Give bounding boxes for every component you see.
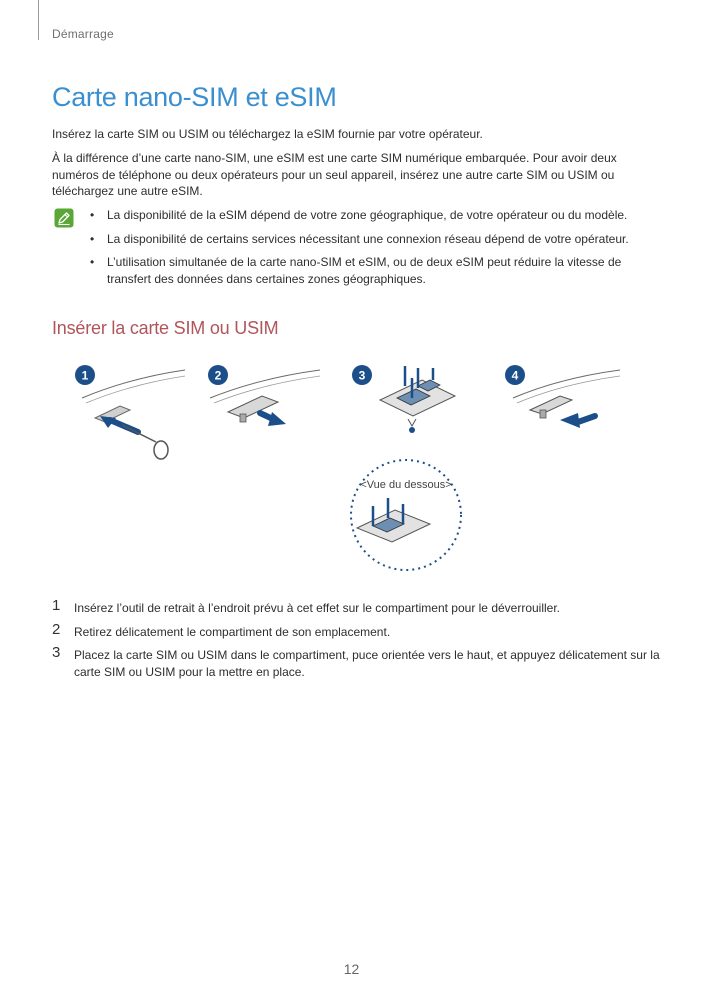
header-rule — [38, 0, 39, 40]
step-4-illustration — [505, 365, 620, 428]
step-badge-1-label: 1 — [81, 368, 89, 383]
sim-tray — [530, 396, 572, 414]
intro-paragraph-2: À la différence d’une carte nano-SIM, une eSIM est une carte SIM numérique embarquée. Pour avoir deux numéros de téléphone ou deux opérateurs pour un seul appareil, insérez une autre carte SIM ou USIM ou téléchargez une autre eSIM. — [52, 151, 617, 198]
instruction-step — [52, 620, 672, 641]
step-text: Insérez l’outil de retrait à l’endroit prévu à cet effet sur le compartiment pour le déverrouiller. — [74, 601, 561, 615]
instruction-step — [52, 644, 672, 680]
instruction-step — [52, 597, 672, 617]
step-number: 3 — [52, 644, 61, 661]
pencil-note-icon — [54, 208, 74, 228]
step-badge-4-label: 4 — [511, 368, 519, 383]
step-1-illustration — [75, 365, 185, 459]
instruction-steps — [52, 597, 672, 687]
note-item: • La disponibilité de certains services nécessitant une connexion réseau dépend de votre opérateur. — [90, 231, 660, 248]
step-badge-2-label: 2 — [214, 368, 222, 383]
section-label: Démarrage — [52, 27, 114, 41]
step-text: Placez la carte SIM ou USIM dans le compartiment, puce orientée vers le haut, et appuyez délicatement sur la carte SIM ou USIM pour la mettre en place. — [74, 648, 660, 679]
bottom-view-detail — [351, 460, 461, 570]
intro-paragraph-1: Insérez la carte SIM ou USIM ou téléchargez la eSIM fournie par votre opérateur. — [52, 127, 483, 141]
note-list — [90, 207, 660, 294]
sim-insertion-illustration — [60, 358, 660, 583]
page-number: 12 — [343, 961, 360, 977]
step-badge-3-label: 3 — [358, 368, 366, 383]
step-2-illustration — [208, 365, 320, 426]
insert-arrow-icon — [578, 416, 595, 422]
note-item: • La disponibilité de la eSIM dépend de votre zone géographique, de votre opérateur ou du modèle. — [90, 207, 660, 224]
step-text: Retirez délicatement le compartiment de son emplacement. — [74, 624, 391, 639]
note-item: • L’utilisation simultanée de la carte nano-SIM et eSIM, ou de deux eSIM peut réduire la vitesse de transfert des données dans certaines zones géographiques. — [90, 254, 660, 287]
step-3-illustration — [352, 365, 455, 433]
bottom-view-caption: <Vue du dessous> — [360, 479, 452, 491]
section-title: Insérer la carte SIM ou USIM — [52, 318, 279, 338]
step-number: 1 — [52, 597, 61, 614]
ejector-pin-icon — [122, 425, 156, 442]
step-number: 2 — [52, 620, 61, 638]
page-title: Carte nano-SIM et eSIM — [52, 82, 337, 112]
